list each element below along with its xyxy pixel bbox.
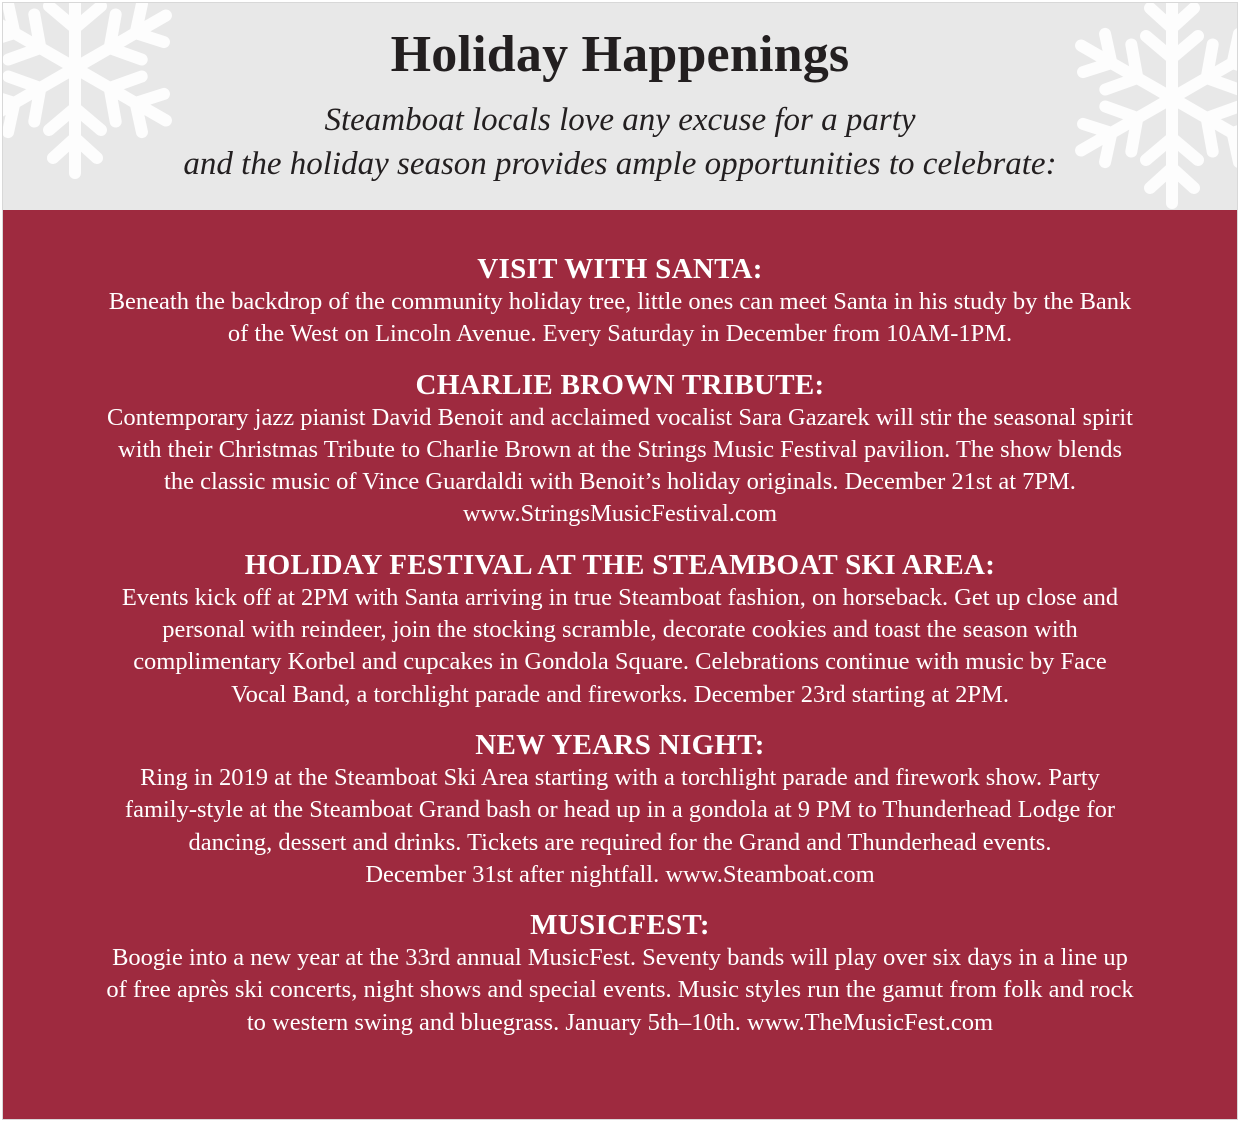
header-banner <box>3 3 1237 210</box>
event-description <box>25 402 1215 531</box>
event-text-line: complimentary Korbel and cupcakes in Gondola Square. Celebrations continue with music by Face <box>133 648 1107 676</box>
event-heading: NEW YEARS NIGHT: <box>475 728 765 761</box>
event-visit-with-santa <box>25 252 1215 351</box>
event-holiday-festival <box>25 548 1215 711</box>
event-text-line: December 31st after nightfall. www.Steamboat.com <box>365 860 875 888</box>
event-new-years-night <box>25 728 1215 891</box>
event-link: www.StringsMusicFestival.com <box>462 500 778 528</box>
event-text-line: Ring in 2019 at the Steamboat Ski Area starting with a torchlight parade and firework show. Party <box>140 763 1100 791</box>
event-text-line: family-style at the Steamboat Grand bash or head up in a gondola at 9 PM to Thunderhead Lodge for <box>124 796 1116 824</box>
event-text-line: to western swing and bluegrass. January 5th–10th. www.TheMusicFest.com <box>246 1008 994 1036</box>
event-text-line: Events kick off at 2PM with Santa arriving in true Steamboat fashion, on horseback. Get up close and <box>121 583 1119 611</box>
event-description <box>25 942 1215 1039</box>
holiday-happenings-page <box>2 2 1238 1120</box>
event-text-line: Beneath the backdrop of the community holiday tree, little ones can meet Santa in his study by the Bank <box>108 288 1132 315</box>
event-text-line: the classic music of Vince Guardaldi with Benoit’s holiday originals. December 21st at 7PM. <box>164 468 1076 496</box>
event-text-line: of free après ski concerts, night shows and special events. Music styles run the gamut from folk and rock <box>106 976 1134 1004</box>
event-text-line: Contemporary jazz pianist David Benoit and acclaimed vocalist Sara Gazarek will stir the seasonal spirit <box>107 403 1133 431</box>
page-subtitle <box>3 98 1237 186</box>
event-text-line: of the West on Lincoln Avenue. Every Saturday in December from 10AM-1PM. <box>227 320 1013 348</box>
page-title: Holiday Happenings <box>390 26 850 83</box>
event-heading: VISIT WITH SANTA: <box>477 253 763 285</box>
event-musicfest <box>25 908 1215 1039</box>
event-text-line: dancing, dessert and drinks. Tickets are required for the Grand and Thunderhead events. <box>188 828 1052 856</box>
event-text-line: Vocal Band, a torchlight parade and fireworks. December 23rd starting at 2PM. <box>231 680 1009 708</box>
event-charlie-brown-tribute <box>25 368 1215 531</box>
event-text-line: personal with reindeer, join the stocking scramble, decorate cookies and toast the season with <box>162 616 1078 644</box>
events-panel <box>3 210 1237 1119</box>
event-heading: HOLIDAY FESTIVAL AT THE STEAMBOAT SKI AREA: <box>244 548 996 581</box>
event-text-line: with their Christmas Tribute to Charlie Brown at the Strings Music Festival pavilion. The show blends <box>118 435 1122 463</box>
event-description <box>25 582 1215 711</box>
event-description <box>25 762 1215 891</box>
event-text-line: Boogie into a new year at the 33rd annual MusicFest. Seventy bands will play over six days in a line up <box>112 944 1128 972</box>
event-description <box>25 286 1215 351</box>
subtitle-line: and the holiday season provides ample opportunities to celebrate: <box>183 146 1057 182</box>
event-heading: MUSICFEST: <box>530 909 710 942</box>
event-heading: CHARLIE BROWN TRIBUTE: <box>415 368 825 401</box>
subtitle-line: Steamboat locals love any excuse for a party <box>324 102 916 138</box>
